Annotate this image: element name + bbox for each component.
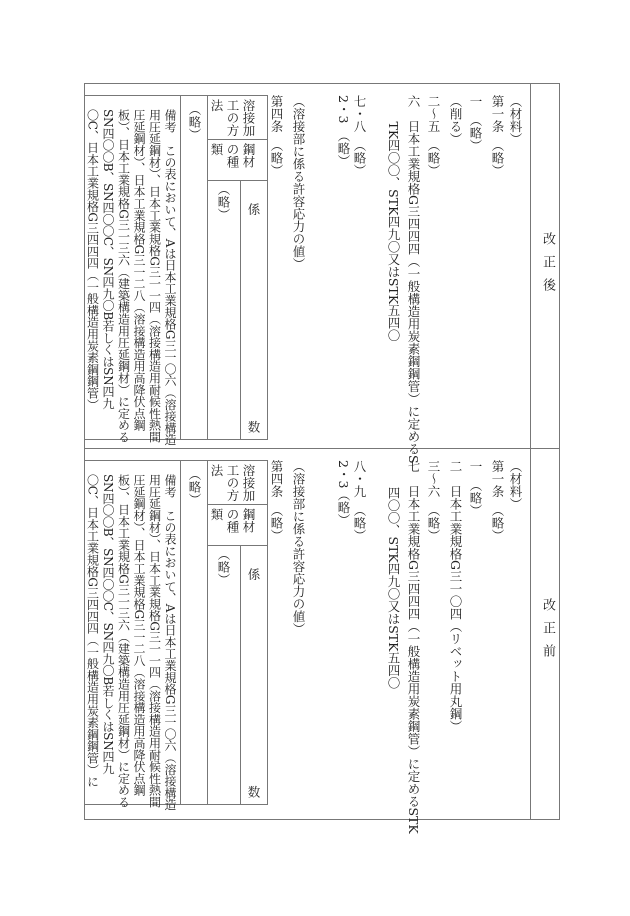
table-row-omitted: （略） xyxy=(187,103,202,141)
provision-line: 一 （略） xyxy=(468,95,483,152)
remarks-line: 備考 この表において、Aは日本工業規格G三一〇六（溶接構造 xyxy=(163,109,177,446)
section-divider xyxy=(84,448,560,449)
provision-line: 六 日本工業規格G三四四四（一般構造用炭素鋼鋼管）に定めるS xyxy=(406,95,421,464)
provision-line: 七・八 （略） xyxy=(352,95,367,177)
table-header-method: 溶接加工の方法 xyxy=(209,99,256,137)
table-rule xyxy=(207,180,268,181)
table-header-steel-type: 鋼材の種類 xyxy=(209,508,256,533)
table-rule xyxy=(207,545,268,546)
provision-line: 二 日本工業規格G三一〇四（リベット用丸鋼） xyxy=(448,460,463,733)
provision-line: 四〇〇、STK四九〇又はSTK五四〇 xyxy=(386,474,401,689)
provision-line: （溶接部に係る許容応力の値） xyxy=(291,95,306,270)
provision-line: 第四条 （略） xyxy=(269,95,284,177)
remarks-line: 用圧延鋼材）、日本工業規格G三一一四（溶接構造用耐候性熱間 xyxy=(147,109,162,443)
table-header-method: 溶接加工の方法 xyxy=(209,464,256,502)
remarks-line: 〇C、日本工業規格G三四四四（一般構造用炭素鋼鋼管） xyxy=(85,109,100,411)
table-header-coefficient: 係数 xyxy=(246,568,261,798)
table-header-coefficient: 係数 xyxy=(246,203,261,433)
provision-line: （削る） xyxy=(448,95,463,145)
provision-line: 七 日本工業規格G三四四四（一般構造用炭素鋼管）に定めるSTK xyxy=(406,460,421,834)
table-cell-omitted: （略） xyxy=(216,548,231,586)
provision-line: 三～六 （略） xyxy=(426,460,441,542)
remarks-line: 板）、日本工業規格G三一三六（建築構造用圧延鋼材）に定める xyxy=(116,474,131,808)
table-rule xyxy=(180,95,181,440)
provision-line: 第一条 （略） xyxy=(490,95,505,177)
header-divider xyxy=(530,83,531,820)
header-before: 改正前 xyxy=(540,598,555,667)
remarks-line: 圧延鋼材）、日本工業規格G三一二八（溶接構造用高降伏点鋼 xyxy=(132,474,146,796)
remarks-line: SN四〇〇B、SN四〇〇C、SN四九〇B若しくはSN四九 xyxy=(101,474,115,775)
remarks-line: 備考 この表において、Aは日本工業規格G三一〇六（溶接構造 xyxy=(163,474,177,811)
remarks-line: SN四〇〇B、SN四〇〇C、SN四九〇B若しくはSN四九 xyxy=(101,109,115,410)
provision-line: TK四〇〇、STK四九〇又はSTK五四〇 xyxy=(386,109,401,342)
header-after: 改正後 xyxy=(540,232,555,301)
provision-line: （材料） xyxy=(508,460,523,510)
table-row-omitted: （略） xyxy=(187,468,202,506)
provision-line: 第一条 （略） xyxy=(490,460,505,542)
provision-line: 一 （略） xyxy=(468,460,483,517)
table-rule xyxy=(240,180,241,440)
remarks-line: 圧延鋼材）、日本工業規格G三一二八（溶接構造用高降伏点鋼 xyxy=(132,109,146,431)
provision-line: 二～五 （略） xyxy=(426,95,441,177)
provision-line: （溶接部に係る許容応力の値） xyxy=(291,460,306,635)
provision-line: （材料） xyxy=(508,95,523,145)
table-cell-omitted: （略） xyxy=(216,183,231,221)
table-rule xyxy=(240,545,241,805)
provision-line: 八・九 （略） xyxy=(352,460,367,542)
provision-line: 2・3（略） xyxy=(336,460,351,526)
table-rule xyxy=(207,504,268,505)
provision-line: 2・3 （略） xyxy=(336,95,351,168)
table-header-steel-type: 鋼材の種類 xyxy=(209,143,256,168)
table-rule xyxy=(180,460,181,805)
remarks-line: 用圧延鋼材）、日本工業規格G三一一四（溶接構造用耐候性熱間 xyxy=(147,474,162,808)
remarks-line: 板）、日本工業規格G三一三六（建築構造用圧延鋼材）に定める xyxy=(116,109,131,443)
remarks-line: 〇C、日本工業規格G三四四四（一般構造用炭素鋼鋼管）に xyxy=(85,474,100,788)
provision-line: 第四条 （略） xyxy=(269,460,284,542)
table-rule xyxy=(207,139,268,140)
